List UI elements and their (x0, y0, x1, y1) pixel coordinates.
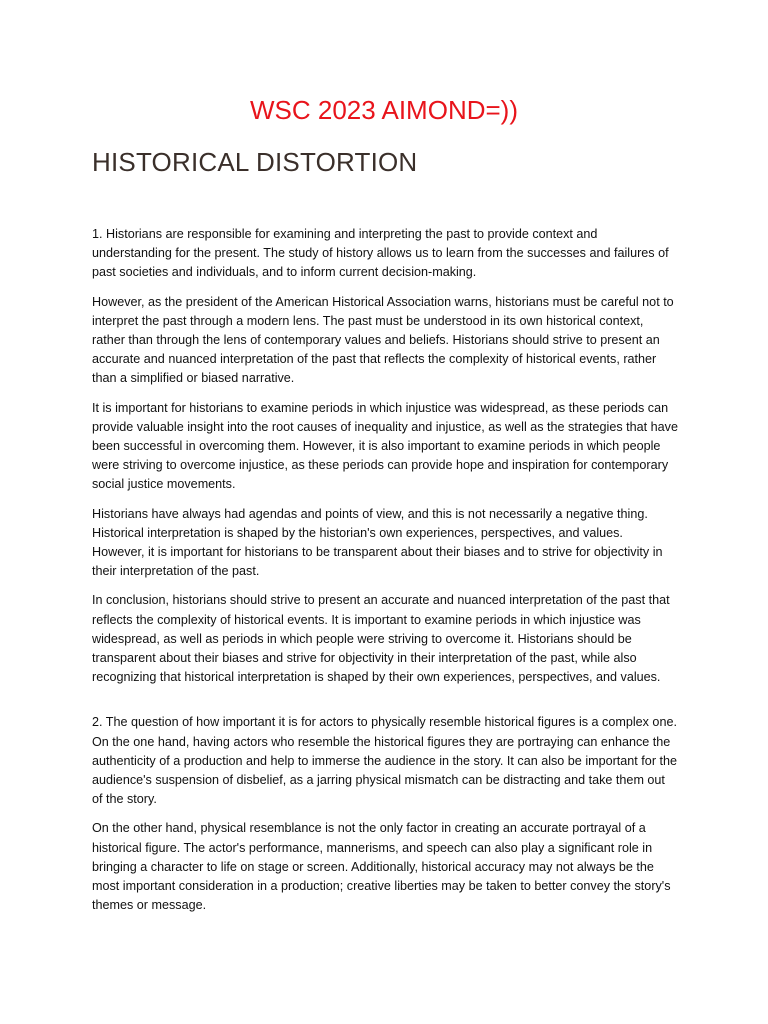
paragraph-2: However, as the president of the American Historical Association warns, historians must be careful not to interpret the past through a modern lens. The past must be understood in its own historical context, rather than through the lens of contemporary values and beliefs. Historians should strive to present an accurate and nuanced interpretation of the past that reflects the complexity of historical events, rather than a simplified or biased narrative. (92, 294, 674, 386)
section-heading: HISTORICAL DISTORTION (92, 147, 418, 177)
paragraph-5: In conclusion, historians should strive to present an accurate and nuanced interpretation of the past that reflects the complexity of historical events. It is important to examine periods in which injustice was widespread, as well as periods in which people were striving to overcome it. Historians should be transparent about their biases and strive for objectivity in their interpretation of the past, while also recognizing that historical interpretation is shaped by their own experiences, perspectives, and values. (92, 593, 670, 685)
document-body (92, 225, 678, 926)
paragraph-1: 1. Historians are responsible for examining and interpreting the past to provide context and understanding for the present. The study of history allows us to learn from the successes and failures of past societies and individuals, and to inform current decision-making. (92, 227, 669, 280)
paragraph-3: It is important for historians to examine periods in which injustice was widespread, as these periods can provide valuable insight into the root causes of inequality and injustice, as well as the strategies that have been successful in overcoming them. However, it is also important to examine periods in which people were striving to overcome injustice, as these periods can provide hope and inspiration for contemporary social justice movements. (92, 400, 678, 492)
document-title: WSC 2023 AIMOND=)) (249, 95, 518, 125)
paragraph-4: Historians have always had agendas and points of view, and this is not necessarily a negative thing. Historical interpretation is shaped by the historian's own experiences, perspectives, and values. However, it is important for historians to be transparent about their biases and to strive for objectivity in their interpretation of the past. (92, 506, 663, 579)
paragraph-6: 2. The question of how important it is for actors to physically resemble historical figures is a complex one. On the one hand, having actors who resemble the historical figures they are portraying can enhance the authenticity of a production and help to immerse the audience in the story. It can also be important for the audience's suspension of disbelief, as a jarring physical mismatch can be distracting and take them out of the story. (92, 715, 678, 807)
paragraph-7: On the other hand, physical resemblance is not the only factor in creating an accurate portrayal of a historical figure. The actor's performance, mannerisms, and speech can also play a significant role in bringing a character to life on stage or screen. Additionally, historical accuracy may not always be the most important consideration in a production; creative liberties may be taken to better convey the story's themes or message. (92, 821, 671, 913)
